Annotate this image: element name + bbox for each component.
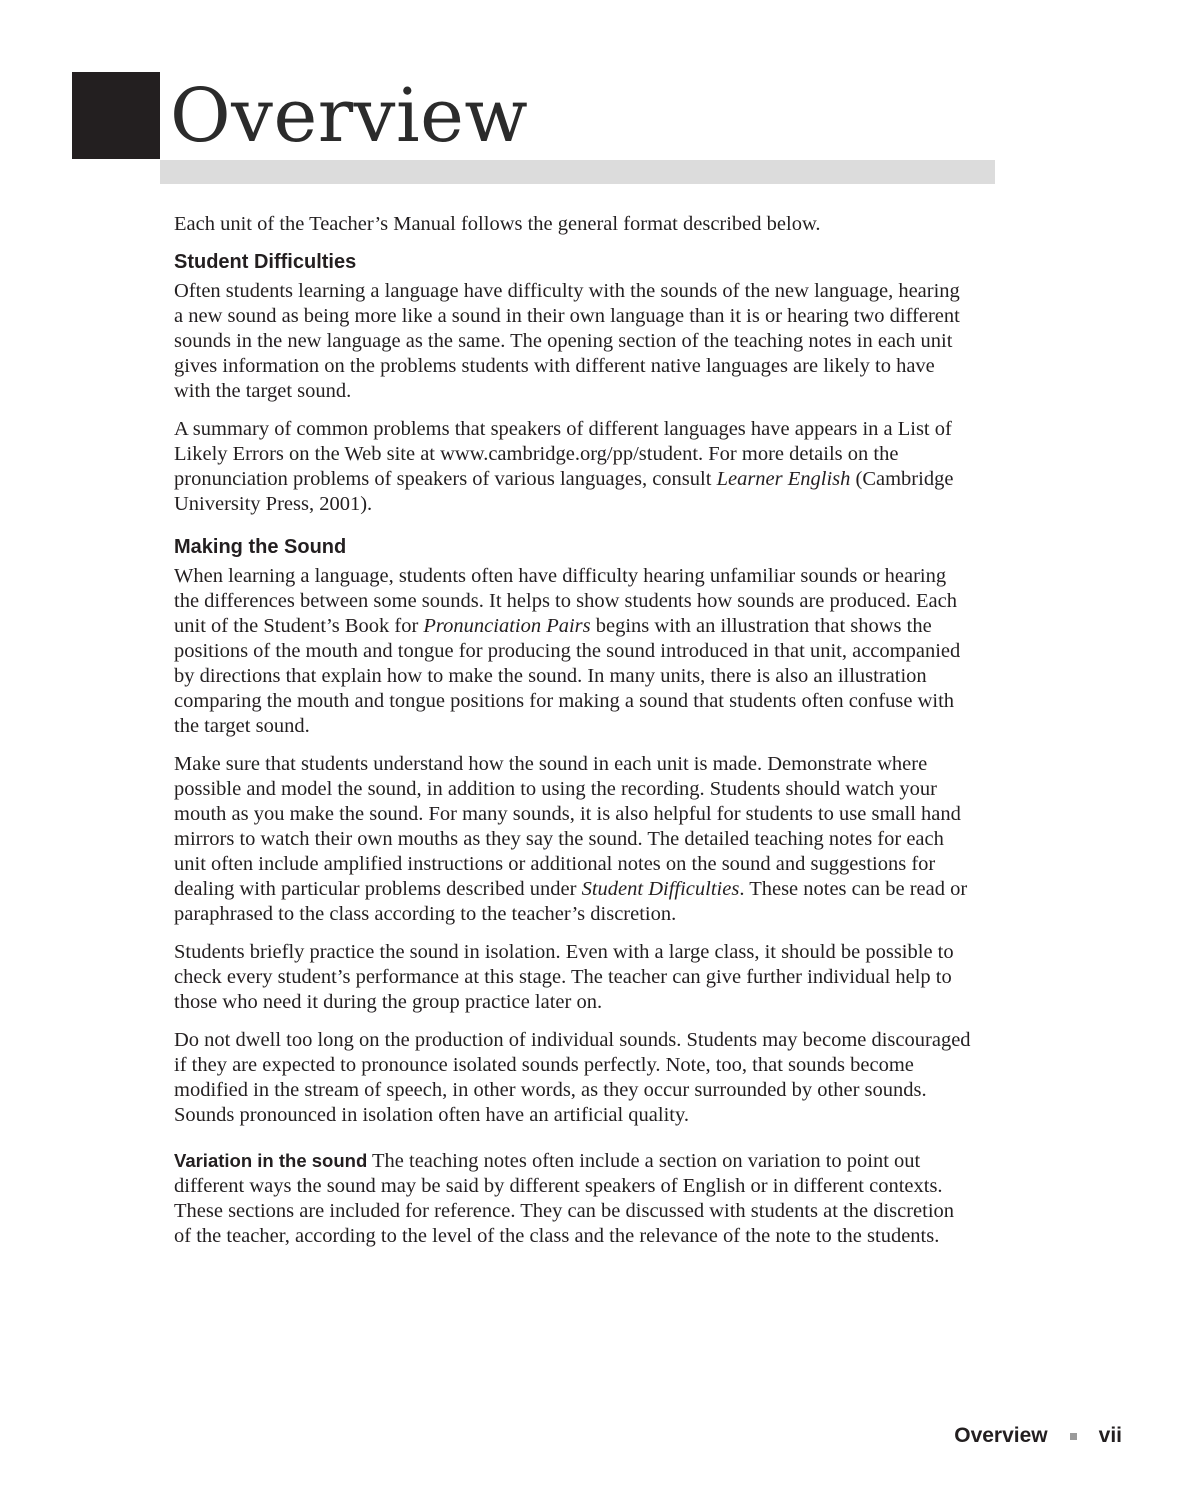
title-underline-bar bbox=[160, 160, 995, 184]
intro-paragraph: Each unit of the Teacher’s Manual follows the general format described below. bbox=[174, 213, 821, 235]
text-run: Make sure that students understand how the sound in each unit is made. Demonstrate where possible and model the sound, in addition to using the recording. Students should watch your mouth as you make the sound. For many sounds, it is also helpful for students to use small hand mirrors to watch their own mouths as they say the sound. The detailed teaching notes for each unit often include amplified instructions or additional notes on the sound and suggestions for dealing with particular problems described under bbox=[174, 753, 961, 900]
text-run: The teaching notes often include a section on variation to point out different ways the sound may be said by different speakers of English or in different contexts. These sections are included for reference. They can be discussed with students at the discretion of the teacher, according to the level of the class and the relevance of the note to the students. bbox=[174, 1150, 955, 1247]
variation-label: Variation in the sound bbox=[174, 1150, 368, 1171]
footer-section-name: Overview bbox=[954, 1424, 1048, 1447]
paragraph bbox=[174, 564, 974, 739]
text-run: begins with an illustration that shows the positions of the mouth and tongue for producing the sound introduced in that unit, accompanied by directions that explain how to make the sound. In many units, there is also an illustration comparing the mouth and tongue positions for making a sound that students often confuse with the target sound. bbox=[174, 615, 961, 737]
paragraph bbox=[174, 417, 974, 517]
paragraph: Students briefly practice the sound in isolation. Even with a large class, it should be possible to check every student’s performance at this stage. The teacher can give further individual help to those who need it during the group practice later on. bbox=[174, 941, 954, 1013]
page-title: Overview bbox=[170, 73, 529, 159]
section-reference: Student Difficulties bbox=[581, 878, 740, 900]
footer-separator-square bbox=[1070, 1433, 1077, 1440]
variation-paragraph bbox=[174, 1148, 974, 1249]
section-heading-student-difficulties: Student Difficulties bbox=[174, 251, 357, 273]
paragraph bbox=[174, 752, 974, 927]
text-run: A summary of common problems that speakers of different languages have appears in a List of Likely Errors on the Web site at www.cambridge.org/pp/student. For more details on the pronunciation problems of speakers of various languages, consult bbox=[174, 418, 952, 490]
title-block-decoration bbox=[72, 72, 160, 159]
book-title: Learner English bbox=[716, 468, 851, 490]
body-content bbox=[174, 212, 974, 1262]
book-title: Pronunciation Pairs bbox=[423, 615, 591, 637]
text-run: When learning a language, students often have difficulty hearing unfamiliar sounds or hearing the differences between some sounds. It helps to show students how sounds are produced. Each unit of the Student’s Book for bbox=[174, 565, 957, 637]
paragraph: Do not dwell too long on the production of individual sounds. Students may become discouraged if they are expected to pronounce isolated sounds perfectly. Note, too, that sounds become modified in the stream of speech, in other words, as they occur surrounded by other sounds. Sounds pronounced in isolation often have an artificial quality. bbox=[174, 1029, 971, 1126]
text-run: . These notes can be read or paraphrased to the class according to the teacher’s discretion. bbox=[174, 878, 968, 925]
page-footer bbox=[954, 1424, 1122, 1448]
page-number: vii bbox=[1098, 1424, 1122, 1447]
text-run: (Cambridge University Press, 2001). bbox=[174, 468, 954, 515]
paragraph: Often students learning a language have difficulty with the sounds of the new language, hearing a new sound as being more like a sound in their own language than it is or hearing two different sounds in the new language as the same. The opening section of the teaching notes in each unit gives information on the problems students with different native languages are likely to have with the target sound. bbox=[174, 280, 960, 402]
section-heading-making-the-sound: Making the Sound bbox=[174, 536, 347, 558]
